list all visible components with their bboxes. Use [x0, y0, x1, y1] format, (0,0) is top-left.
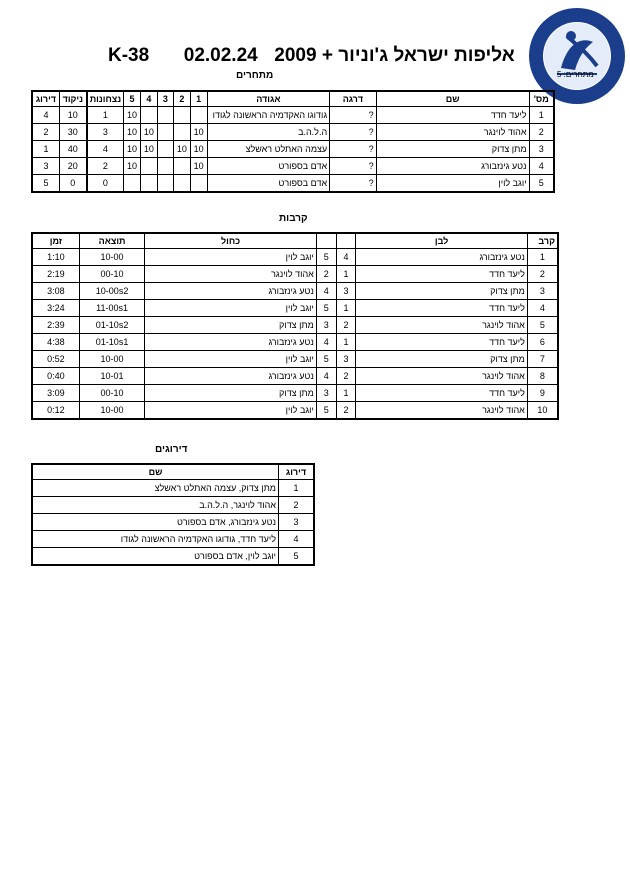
match-num: 7 [527, 351, 558, 368]
competitors-heading: מתחרים [236, 70, 274, 81]
competitor-points: 40 [59, 141, 86, 158]
competitor-club: אדם בספורט [207, 158, 330, 175]
match-result: 10-00 [79, 351, 144, 368]
match-result: 00-10 [79, 266, 144, 283]
competitor-row [32, 175, 554, 193]
col-result: תוצאה [79, 233, 144, 249]
match-blue-name: יוגב לוין [145, 351, 317, 368]
col-match-num: קרב [527, 233, 558, 249]
competitor-score-r4 [140, 158, 157, 175]
ranking-position: 5 [279, 548, 315, 566]
col-blue: כחול [145, 233, 317, 249]
competitor-score-r1: 10 [190, 158, 207, 175]
col-r4: 4 [140, 91, 157, 107]
matches-body [32, 249, 558, 420]
ranking-name: מתן צדוק, עצמה האתלט ראשלצ [32, 480, 279, 497]
match-time: 3:24 [32, 300, 79, 317]
match-white-name: אהוד לוינגר [356, 402, 528, 420]
match-white-name: מתן צדוק [356, 283, 528, 300]
competitor-club: עצמה האתלט ראשלצ [207, 141, 330, 158]
ranking-name: ליעד חדד, גודוגו האקדמיה הראשונה לגודו [32, 531, 279, 548]
competitor-score-r5: 10 [124, 141, 141, 158]
match-blue-id: 5 [316, 300, 336, 317]
match-time: 2:39 [32, 317, 79, 334]
col-white-id [336, 233, 356, 249]
match-blue-name: מתן צדוק [145, 385, 317, 402]
match-row [32, 402, 558, 420]
col-club: אגודה [207, 91, 330, 107]
match-row [32, 300, 558, 317]
match-blue-id: 5 [316, 249, 336, 266]
competitor-score-r2 [173, 124, 190, 141]
competitor-name: נטע גינזבורג [376, 158, 529, 175]
match-blue-id: 3 [316, 317, 336, 334]
ranking-row [32, 548, 314, 566]
match-white-id: 3 [336, 283, 356, 300]
match-white-id: 1 [336, 385, 356, 402]
match-blue-name: נטע גינזבורג [145, 334, 317, 351]
match-num: 6 [527, 334, 558, 351]
match-result: 10-00 [79, 402, 144, 420]
match-blue-name: יוגב לוין [145, 300, 317, 317]
competitor-num: 5 [529, 175, 554, 193]
col-wins: נצחונות [87, 91, 124, 107]
match-time: 0:12 [32, 402, 79, 420]
competitor-grade: ? [330, 175, 377, 193]
col-points: ניקוד [59, 91, 86, 107]
competitor-score-r5: 10 [124, 124, 141, 141]
col-rank: דירוג [32, 91, 59, 107]
match-num: 2 [527, 266, 558, 283]
col-time: זמן [32, 233, 79, 249]
match-time: 0:40 [32, 368, 79, 385]
match-blue-id: 4 [316, 368, 336, 385]
ranking-name: יוגב לוין, אדם בספורט [32, 548, 279, 566]
col-r2: 2 [173, 91, 190, 107]
competitor-score-r3 [157, 141, 173, 158]
competitor-points: 20 [59, 158, 86, 175]
match-blue-name: יוגב לוין [145, 402, 317, 420]
ranking-position: 2 [279, 497, 315, 514]
rankings-header-row [32, 464, 314, 480]
match-white-name: ליעד חדד [356, 300, 528, 317]
competitor-rank: 2 [32, 124, 59, 141]
match-blue-id: 3 [316, 385, 336, 402]
competitor-points: 10 [59, 107, 86, 124]
match-blue-id: 5 [316, 402, 336, 420]
match-result: 01-10s1 [79, 334, 144, 351]
competitor-num: 3 [529, 141, 554, 158]
match-blue-name: יוגב לוין [145, 249, 317, 266]
competitor-score-r5 [124, 175, 141, 193]
match-blue-id: 2 [316, 266, 336, 283]
competitor-club: אדם בספורט [207, 175, 330, 193]
match-result: 10-01 [79, 368, 144, 385]
match-num: 4 [527, 300, 558, 317]
competitor-row [32, 107, 554, 124]
competitor-score-r4 [140, 175, 157, 193]
match-time: 3:09 [32, 385, 79, 402]
ranking-position: 1 [279, 480, 315, 497]
competitor-rank: 3 [32, 158, 59, 175]
col-name: שם [376, 91, 529, 107]
match-result: 11-00s1 [79, 300, 144, 317]
rankings-heading: דירוגים [155, 444, 188, 455]
competitor-wins: 1 [87, 107, 124, 124]
ranking-row [32, 480, 314, 497]
competitor-score-r5: 10 [124, 107, 141, 124]
ranking-row [32, 497, 314, 514]
match-row [32, 317, 558, 334]
competitor-num: 4 [529, 158, 554, 175]
match-white-name: ליעד חדד [356, 266, 528, 283]
match-blue-id: 4 [316, 334, 336, 351]
category-label: K-38 [108, 45, 150, 66]
match-result: 10-00 [79, 249, 144, 266]
competitor-score-r2 [173, 158, 190, 175]
competitor-num: 2 [529, 124, 554, 141]
match-white-name: נטע גינזבורג [356, 249, 528, 266]
competitor-score-r1 [190, 107, 207, 124]
match-white-name: ליעד חדד [356, 334, 528, 351]
competitor-row [32, 124, 554, 141]
competitor-score-r2 [173, 175, 190, 193]
competitor-name: מתן צדוק [376, 141, 529, 158]
match-result: 10-00s2 [79, 283, 144, 300]
match-white-name: מתן צדוק [356, 351, 528, 368]
ranking-position: 4 [279, 531, 315, 548]
matches-heading: קרבות [279, 213, 308, 224]
competitor-club: גודוגו האקדמיה הראשונה לגודו [207, 107, 330, 124]
match-result: 00-10 [79, 385, 144, 402]
match-result: 01-10s2 [79, 317, 144, 334]
col-white: לבן [356, 233, 528, 249]
col-r5: 5 [124, 91, 141, 107]
competitor-grade: ? [330, 124, 377, 141]
event-date: 02.02.24 [183, 45, 258, 66]
rankings-body [32, 480, 314, 566]
competitor-name: ליעד חדד [376, 107, 529, 124]
competitor-rank: 1 [32, 141, 59, 158]
competitors-count-badge: מתחרים: 5 [557, 70, 594, 79]
ranking-row [32, 531, 314, 548]
competitor-grade: ? [330, 107, 377, 124]
match-blue-id: 4 [316, 283, 336, 300]
match-white-id: 3 [336, 351, 356, 368]
match-row [32, 368, 558, 385]
match-white-name: אהוד לוינגר [356, 368, 528, 385]
competitor-points: 0 [59, 175, 86, 193]
col-blue-id [316, 233, 336, 249]
match-num: 8 [527, 368, 558, 385]
col-r1: 1 [190, 91, 207, 107]
match-row [32, 283, 558, 300]
match-row [32, 351, 558, 368]
match-num: 1 [527, 249, 558, 266]
match-row [32, 266, 558, 283]
competitor-wins: 4 [87, 141, 124, 158]
competitor-score-r5: 10 [124, 158, 141, 175]
match-row [32, 334, 558, 351]
competitor-score-r3 [157, 124, 173, 141]
match-blue-name: אהוד לוינגר [145, 266, 317, 283]
match-blue-id: 5 [316, 351, 336, 368]
col-r3: 3 [157, 91, 173, 107]
match-time: 2:19 [32, 266, 79, 283]
competitor-rank: 5 [32, 175, 59, 193]
match-white-id: 1 [336, 266, 356, 283]
matches-header-row [32, 233, 558, 249]
competitor-name: אהוד לוינגר [376, 124, 529, 141]
rankings-table [31, 463, 315, 566]
competitor-grade: ? [330, 141, 377, 158]
competitor-score-r2: 10 [173, 141, 190, 158]
competitor-row [32, 141, 554, 158]
match-time: 1:10 [32, 249, 79, 266]
match-white-id: 1 [336, 334, 356, 351]
competitor-wins: 0 [87, 175, 124, 193]
match-num: 10 [527, 402, 558, 420]
competitors-header-row [32, 91, 554, 107]
competitor-score-r4: 10 [140, 124, 157, 141]
ranking-name: נטע גינזבורג, אדם בספורט [32, 514, 279, 531]
competitor-score-r1 [190, 175, 207, 193]
match-white-id: 4 [336, 249, 356, 266]
match-row [32, 385, 558, 402]
event-title: אליפות ישראל ג'וניור + 2009 [274, 45, 515, 66]
competitors-table [31, 90, 555, 193]
competitor-wins: 2 [87, 158, 124, 175]
page-title [108, 45, 528, 67]
competitor-name: יוגב לוין [376, 175, 529, 193]
match-white-id: 2 [336, 402, 356, 420]
competitor-score-r4 [140, 107, 157, 124]
match-row [32, 249, 558, 266]
competitor-score-r3 [157, 158, 173, 175]
match-num: 9 [527, 385, 558, 402]
ranking-row [32, 514, 314, 531]
match-white-name: ליעד חדד [356, 385, 528, 402]
match-white-id: 2 [336, 368, 356, 385]
competitor-num: 1 [529, 107, 554, 124]
match-white-id: 2 [336, 317, 356, 334]
competitor-score-r3 [157, 107, 173, 124]
match-time: 4:38 [32, 334, 79, 351]
competitor-grade: ? [330, 158, 377, 175]
competitor-row [32, 158, 554, 175]
match-white-id: 1 [336, 300, 356, 317]
matches-table [31, 232, 559, 420]
competitor-score-r4: 10 [140, 141, 157, 158]
competitor-points: 30 [59, 124, 86, 141]
match-num: 5 [527, 317, 558, 334]
col-grade: דרגה [330, 91, 377, 107]
match-time: 0:52 [32, 351, 79, 368]
col-rank-num: דירוג [279, 464, 315, 480]
competitor-wins: 3 [87, 124, 124, 141]
match-blue-name: מתן צדוק [145, 317, 317, 334]
competitor-score-r3 [157, 175, 173, 193]
match-time: 3:08 [32, 283, 79, 300]
ranking-name: אהוד לוינגר, ה.ל.ה.ב [32, 497, 279, 514]
competitor-score-r1: 10 [190, 124, 207, 141]
match-white-name: אהוד לוינגר [356, 317, 528, 334]
competitor-rank: 4 [32, 107, 59, 124]
col-num: מס' [529, 91, 554, 107]
competitor-club: ה.ל.ה.ב [207, 124, 330, 141]
match-blue-name: נטע גינזבורג [145, 283, 317, 300]
match-blue-name: נטע גינזבורג [145, 368, 317, 385]
competitors-body [32, 107, 554, 193]
match-num: 3 [527, 283, 558, 300]
competitor-score-r1: 10 [190, 141, 207, 158]
competitor-score-r2 [173, 107, 190, 124]
ranking-position: 3 [279, 514, 315, 531]
col-rank-name: שם [32, 464, 279, 480]
